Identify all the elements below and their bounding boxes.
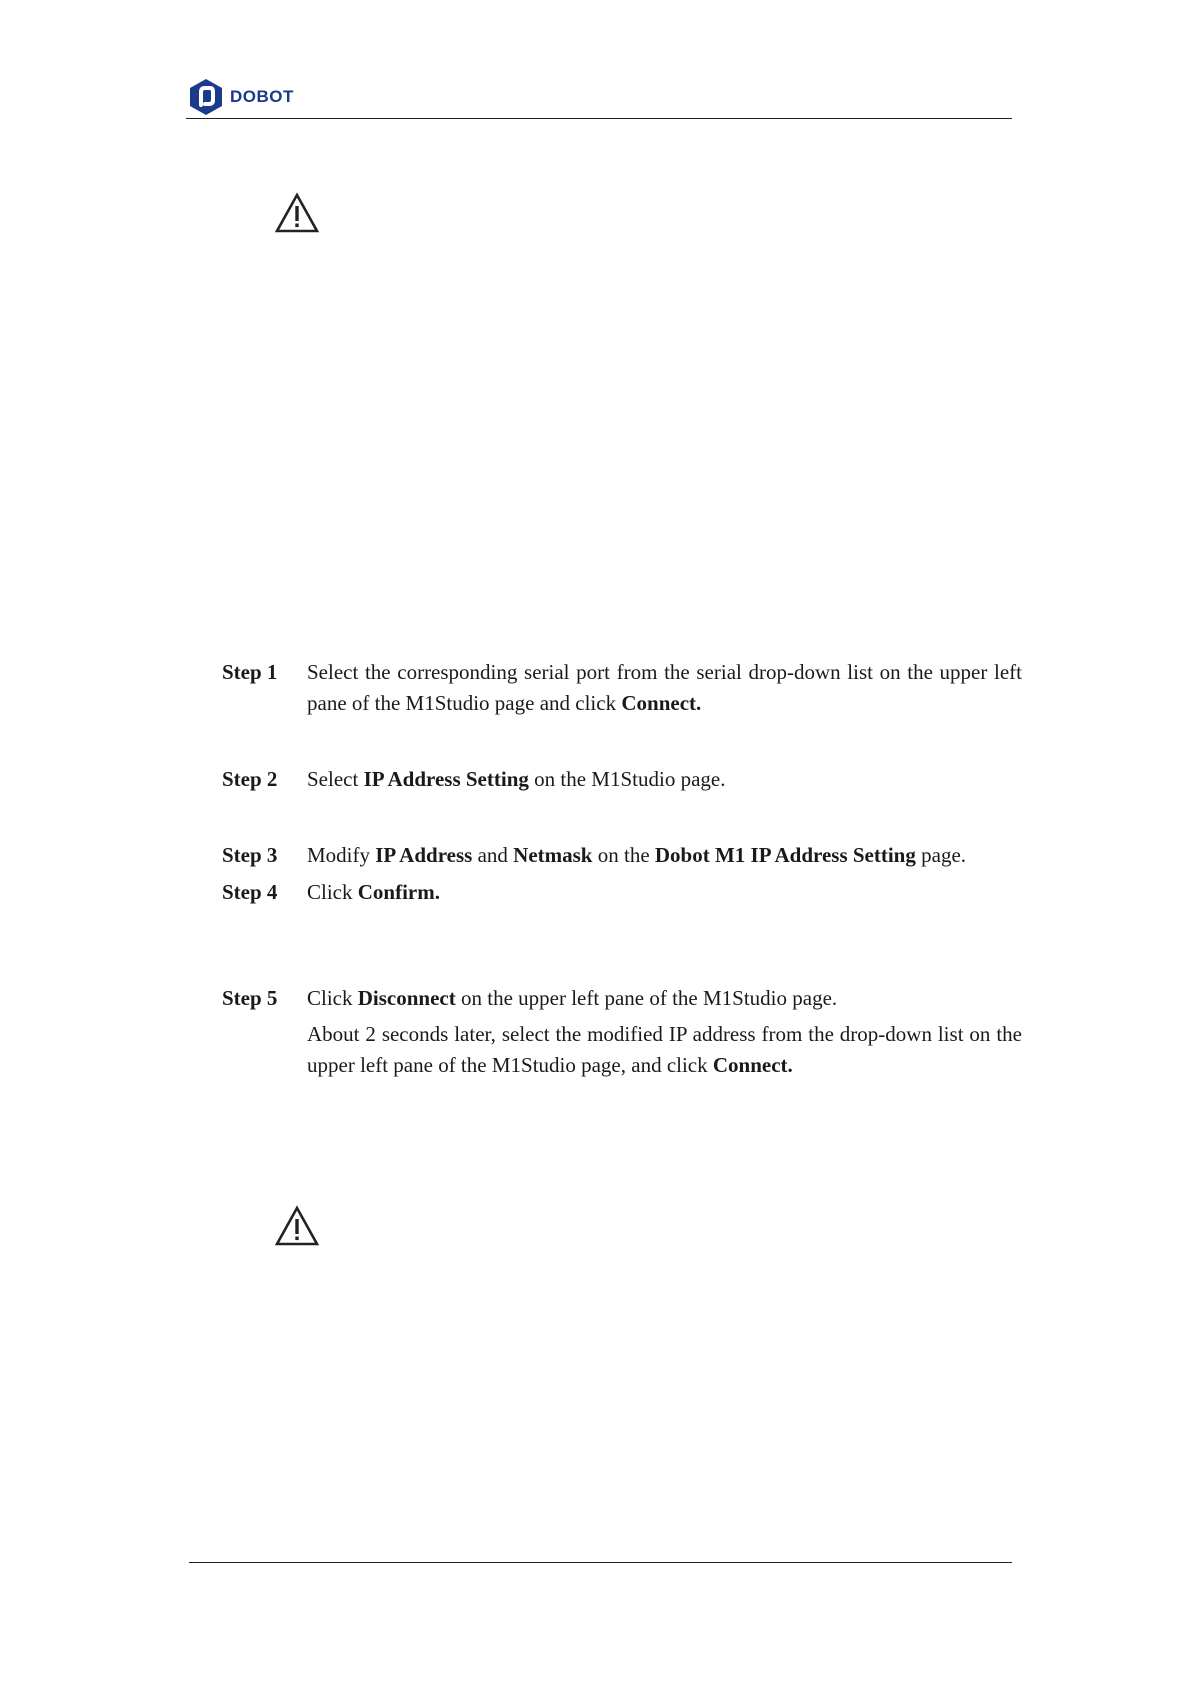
ui-term: Connect. (621, 691, 702, 715)
step-body (307, 764, 1022, 795)
step-body (307, 840, 1022, 871)
step-text-part: Click (307, 986, 358, 1010)
brand-name: DOBOT (230, 87, 294, 106)
step-text-part: and (472, 843, 514, 867)
warning-triangle-icon (274, 1205, 320, 1247)
step-label: Step 3 (222, 843, 278, 867)
footer-rule (189, 1562, 1012, 1563)
step-1 (222, 657, 1022, 719)
step-text-part: Select (307, 767, 364, 791)
ui-term: IP Address (375, 843, 473, 867)
step-body (307, 877, 1022, 908)
step-3 (222, 840, 1022, 871)
ui-term: Confirm. (357, 880, 440, 904)
step-text (307, 983, 1022, 1014)
step-text-part: on the M1Studio page. (528, 767, 726, 791)
step-text (307, 657, 1022, 719)
step-text-part: Select the corresponding serial port from the serial drop-down list on the upper left pane of the M1Studio page and click (307, 660, 1022, 715)
ui-term: Disconnect (357, 986, 456, 1010)
step-text-part: Modify (307, 843, 376, 867)
header-logo (188, 78, 294, 116)
step-label: Step 5 (222, 986, 278, 1010)
step-label: Step 1 (222, 660, 278, 684)
step-text-part: on the upper left pane of the M1Studio page. (455, 986, 838, 1010)
step-note (307, 1019, 1022, 1081)
step-4 (222, 877, 1022, 908)
step-text-part: About 2 seconds later, select the modified IP address from the drop-down list on the upper left pane of the M1Studio page, and click (307, 1022, 1022, 1077)
step-body (307, 657, 1022, 719)
step-text-part: on the (592, 843, 655, 867)
warning-triangle-icon (274, 192, 320, 234)
step-label: Step 4 (222, 880, 278, 904)
ui-term: Netmask (513, 843, 593, 867)
step-label: Step 2 (222, 767, 278, 791)
step-text-part: Click (307, 880, 358, 904)
step-text (307, 840, 1022, 871)
step-text (307, 877, 1022, 908)
ui-term: Dobot M1 IP Address Setting (654, 843, 916, 867)
step-body (307, 983, 1022, 1081)
dobot-logo-icon (188, 78, 224, 116)
header-rule (186, 118, 1012, 119)
step-5 (222, 983, 1022, 1081)
step-text (307, 764, 1022, 795)
step-2 (222, 764, 1022, 795)
ui-term: Connect. (712, 1053, 793, 1077)
step-text-part: page. (915, 843, 967, 867)
ui-term: IP Address Setting (363, 767, 529, 791)
